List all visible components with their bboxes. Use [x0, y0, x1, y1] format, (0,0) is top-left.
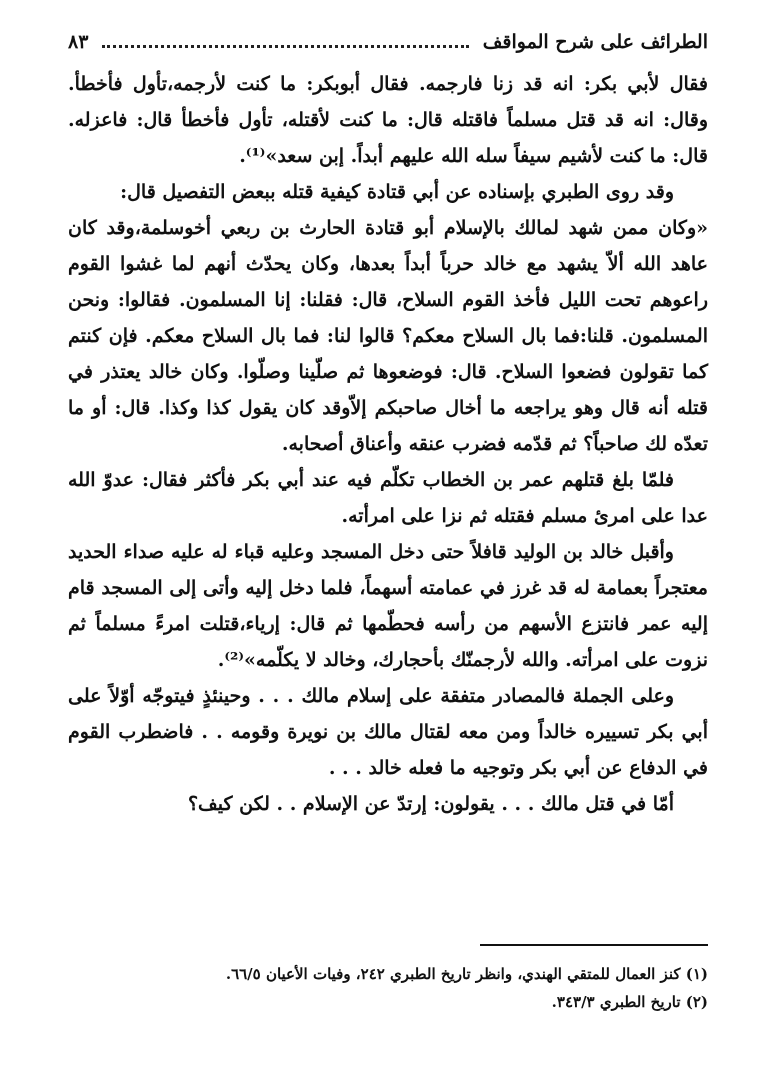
footnote-1: (١) كنز العمال للمتقي الهندي، وانظر تاريخ الطبري ٢٤٢، وفيات الأعيان ٦٦/٥. — [225, 965, 708, 983]
paragraph: وأقبل خالد بن الوليد قافلاً حتى دخل المسجد وعليه قباء له عليه صداء الحديد معتجراً بعمامة له قد غرز في عمامته أسهماً، فلما دخل إليه وأتى إلى المسجد قام إليه عمر فانتزع الأسهم من رأسه فحطّمها ثم قال: إرياء،قتلت امرءً مسلماً ثم نزوت على امرأته. والله لأرجمنّك بأحجارك، وخالد لا يكلّمه»⁽²⁾. — [68, 541, 708, 671]
paragraph: أمّا في قتل مالك . . . يقولون: إرتدّ عن الإسلام . . لكن كيف؟ — [187, 793, 674, 815]
paragraph: وقد روى الطبري بإسناده عن أبي قتادة كيفية قتله ببعض التفصيل قال: — [120, 181, 674, 203]
footnote-2: (٢) تاريخ الطبري ٣٤٣/٣. — [551, 993, 708, 1011]
running-header — [68, 22, 708, 62]
header-title: الطرائف على شرح المواقف — [482, 31, 708, 53]
footnote-divider — [480, 944, 708, 946]
dotted-leader — [102, 45, 468, 48]
page-number: ٨٣ — [68, 31, 89, 53]
paragraph: فقال لأبي بكر: انه قد زنا فارجمه. فقال أبوبكر: ما كنت لأرجمه،تأول فأخطأ. وقال: انه قد قتل مسلماً فاقتله قال: ما كنت لأقتله، تأول فأخطأ قال: فاعزله. قال: ما كنت لأشيم سيفاً سله الله عليهم أبداً. إبن سعد»⁽¹⁾. — [68, 73, 708, 167]
main-text — [68, 66, 708, 822]
paragraph: «وكان ممن شهد لمالك بالإسلام أبو قتادة الحارث بن ربعي أخوسلمة،وقد كان عاهد الله ألاّ يشهد مع خالد حرباً أبداً بعدها، وكان يحدّث أنهم لما غشوا القوم راعوهم تحت الليل فأخذ القوم السلاح، قال: فقلنا: إنا المسلمون. فقالوا: ونحن المسلمون. قلنا:فما بال السلاح معكم؟ قالوا لنا: فما بال السلاح معكم. فإن كنتم كما تقولون فضعوا السلاح. قال: فوضعوها ثم صلّينا وصلّوا. وكان خالد يعتذر في قتله أنه قال وهو يراجعه ما أخال صاحبكم إلاّوقد كان يقول كذا وكذا. قال: أو ما تعدّه لك صاحباً؟ ثم قدّمه فضرب عنقه وأعناق أصحابه. — [68, 217, 708, 455]
book-page — [68, 22, 708, 1072]
footnotes — [68, 960, 708, 1016]
paragraph: فلمّا بلغ قتلهم عمر بن الخطاب تكلّم فيه عند أبي بكر فأكثر فقال: عدوّ الله عدا على امرئ مسلم فقتله ثم نزا على امرأته. — [68, 469, 708, 527]
paragraph: وعلى الجملة فالمصادر متفقة على إسلام مالك . . . وحينئذٍ فيتوجّه أوّلاً على أبي بكر تسييره خالداً ومن معه لقتال مالك بن نويرة وقومه . . فاضطرب القوم في الدفاع عن أبي بكر وتوجيه ما فعله خالد . . . — [68, 685, 708, 779]
